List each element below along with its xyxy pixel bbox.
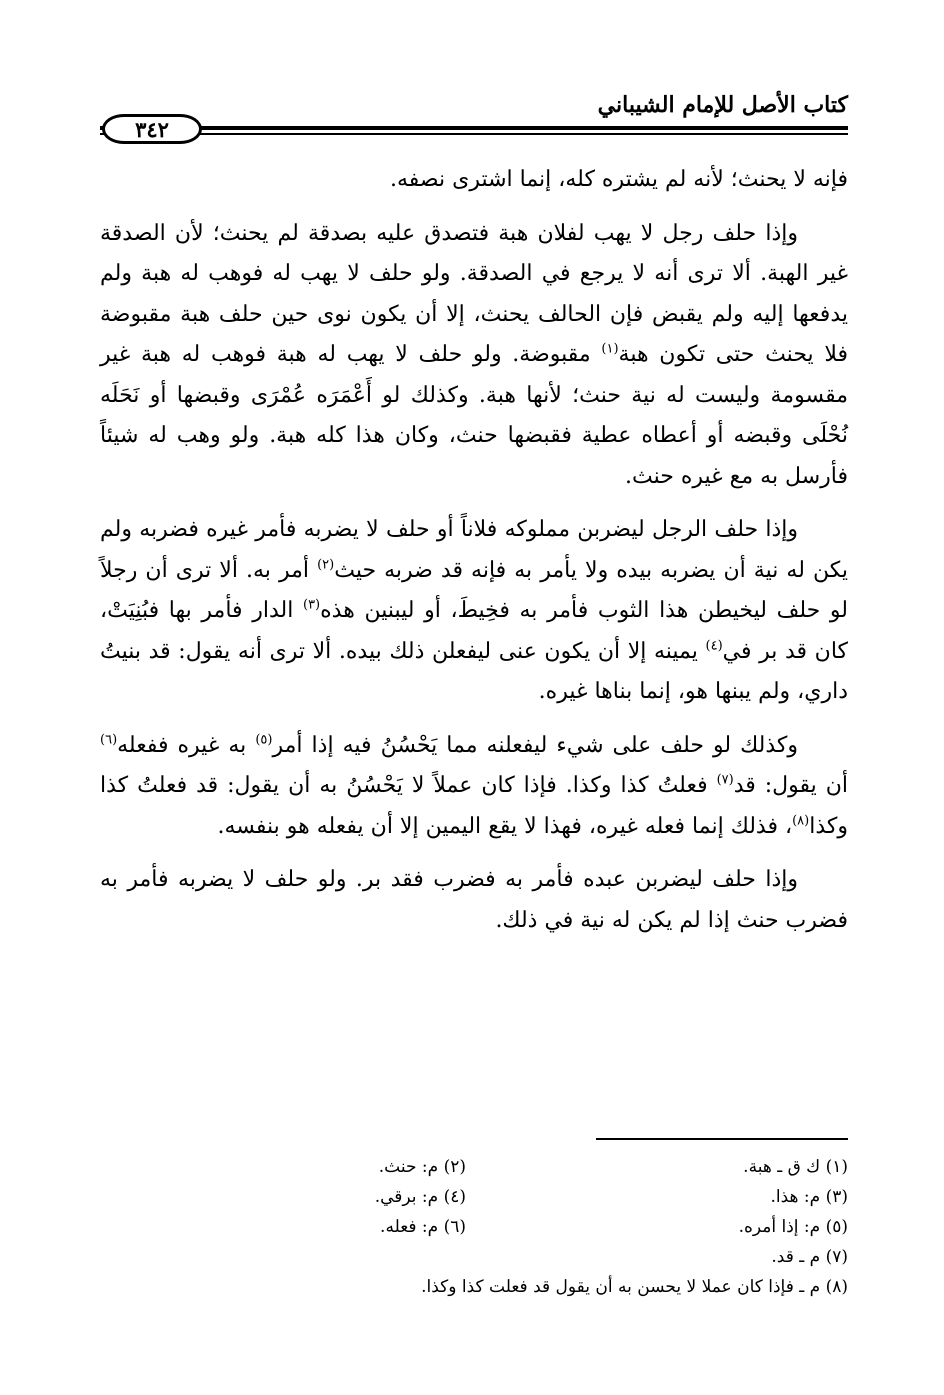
footnote-4: (٤) م: برقي. (374, 1187, 466, 1207)
footnote-marker-8: (٨) (792, 813, 810, 829)
text-run: أمر به. ألا ترى أن رجلاً لو حلف ليخيطن هذا الثوب فأمر به فخِيطَ، أو ليبنين هذه (100, 557, 848, 623)
paragraph-4 (100, 726, 848, 848)
page-number: ٣٤٢ (102, 114, 202, 144)
footnote-marker-4: (٤) (705, 638, 723, 654)
header-rule-thin (100, 133, 848, 135)
text-run: فعلتُ كذا وكذا. فإذا كان عملاً لا يَحْسُنُ به أن يقول: قد فعلتُ كذا وكذا (100, 773, 848, 839)
text-run: يمينه إلا أن يكون عنى ليفعلن ذلك بيده. ألا ترى أنه يقول: قد بنيتُ داري، ولم يبنها هو، إنما بناها غيره. (100, 638, 848, 704)
footnote-row (100, 1182, 848, 1212)
footnote-marker-3: (٣) (302, 597, 321, 613)
text-run: أن يقول: قد (733, 773, 848, 798)
book-title: كتاب الأصل للإمام الشيباني (597, 92, 848, 118)
paragraph-5 (100, 860, 848, 941)
main-text (100, 160, 848, 954)
text-run: فإنه لا يحنث؛ لأنه لم يشتره كله، إنما اشترى نصفه. (389, 167, 848, 192)
text-run: ، فذلك إنما فعله غيره، فهذا لا يقع اليمين إلا أن يفعله هو بنفسه. (217, 813, 793, 839)
footnote-row (100, 1242, 848, 1272)
text-run: وكذلك لو حلف على شيء ليفعلنه مما يَحْسُنُ فيه إذا أمر (272, 732, 798, 758)
footnote-marker-5: (٥) (255, 732, 273, 748)
paragraph-3 (100, 510, 848, 713)
footnote-marker-6: (٦) (100, 732, 118, 748)
footnotes (100, 1152, 848, 1302)
text-run: وإذا حلف رجل لا يهب لفلان هبة فتصدق عليه بصدقة لم يحنث؛ لأن الصدقة غير الهبة. ألا ترى أنه لا يرجع في الصدقة. ولو حلف لا يهب له فوهب له هبة ولم يدفعها إليه ولم يقبض فإن الحالف يحنث، إلا أن يكون نوى حين حلف هبة مقبوضة فلا يحنث حتى تكون هبة (100, 220, 848, 367)
text-run: مقبوضة. ولو حلف لا يهب له هبة فوهب له هبة غير مقسومة وليست له نية حنث؛ لأنها هبة. وكذلك لو أَعْمَرَه عُمْرَى وقبضها أو نَحَلَه نُحْلَى وقبضه أو أعطاه عطية فقبضها حنث، وكان هذا كله هبة. ولو وهب له شيئاً فأرسل به مع غيره حنث. (100, 342, 848, 489)
page-header (100, 90, 848, 150)
footnote-marker-7: (٧) (716, 772, 734, 788)
footnote-5: (٥) م: إذا أمره. (738, 1217, 848, 1237)
footnote-3: (٣) م: هذا. (770, 1187, 848, 1207)
footnote-6: (٦) م: فعله. (380, 1217, 466, 1237)
footnote-row (100, 1272, 848, 1302)
text-run: وإذا حلف الرجل ليضربن مملوكه فلاناً أو حلف لا يضربه فأمر غيره فضربه ولم يكن له نية أن يضربه بيده ولا يأمر به فإنه قد ضربه حيث (100, 517, 848, 583)
footnote-separator (596, 1138, 848, 1140)
footnote-marker-2: (٢) (317, 557, 335, 573)
paragraph-2 (100, 214, 848, 498)
footnote-1: (١) ك ق ـ هبة. (743, 1157, 848, 1177)
footnote-2: (٢) م: حنث. (378, 1157, 466, 1177)
text-run: الدار فأمر بها فبُنِيَتْ، كان قد بر في (100, 598, 848, 664)
paragraph-1 (100, 160, 848, 201)
footnote-row (100, 1212, 848, 1242)
text-run: به غيره ففعله (117, 732, 247, 758)
text-run: وإذا حلف ليضربن عبده فأمر به فضرب فقد بر. ولو حلف لا يضربه فأمر به فضرب حنث إذا لم يكن له نية في ذلك. (100, 867, 848, 933)
footnote-8: (٨) م ـ فإذا كان عملا لا يحسن به أن يقول قد فعلت كذا وكذا. (421, 1277, 848, 1297)
footnote-7: (٧) م ـ قد. (771, 1247, 848, 1267)
footnote-marker-1: (١) (601, 341, 619, 357)
footnote-row (100, 1152, 848, 1182)
header-rule-thick (100, 126, 848, 130)
